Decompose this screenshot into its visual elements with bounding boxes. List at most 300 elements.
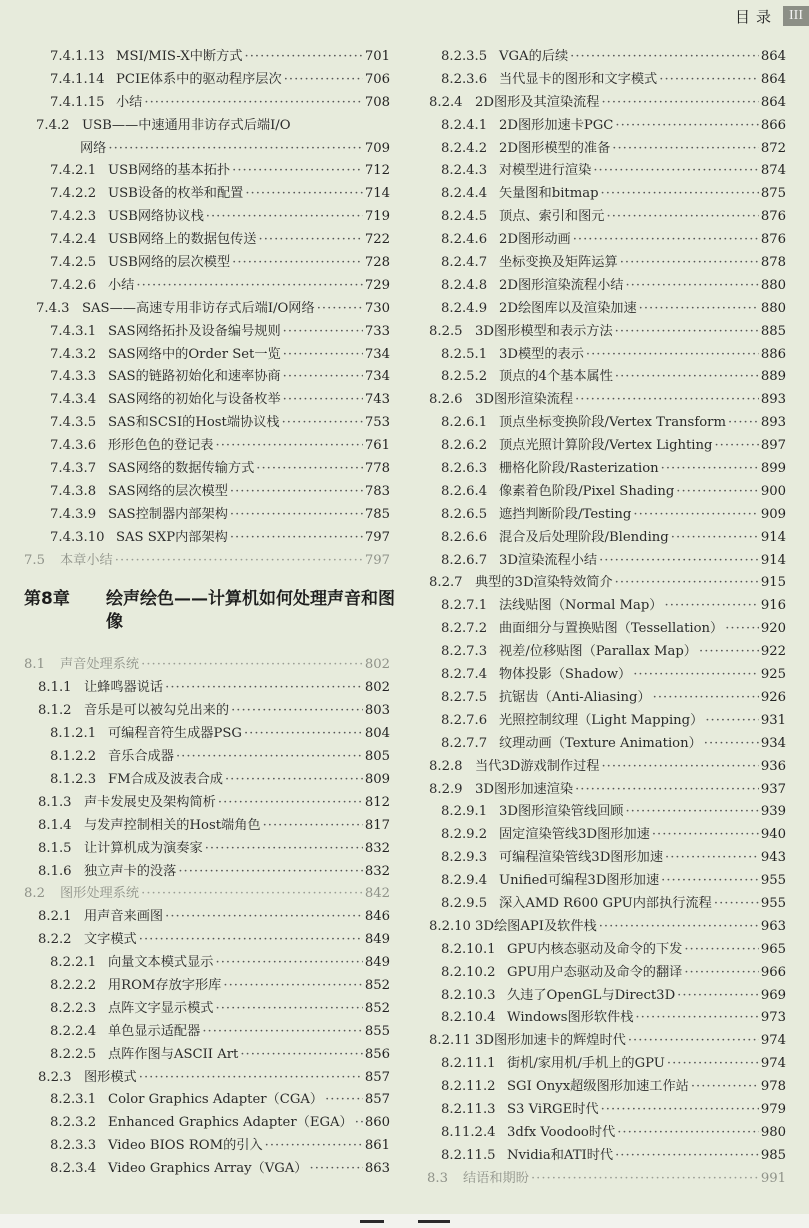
toc-leader-dots	[620, 252, 759, 275]
toc-entry-page: 914	[760, 529, 786, 545]
toc-entry-title: SAS和SCSI的Host端协议栈	[108, 415, 280, 431]
toc-leader-dots	[677, 985, 759, 1008]
toc-leader-dots	[714, 435, 758, 458]
toc-leader-dots	[230, 527, 363, 550]
toc-entry-title: PCIE体系中的驱动程序层次	[116, 71, 282, 87]
toc-entry-number: 8.2	[24, 886, 45, 902]
toc-entry-title: 抗锯齿（Anti-Aliasing）	[499, 689, 651, 705]
toc-entry-page: 730	[364, 300, 390, 316]
toc-entry-number: 8.2.3.4	[50, 1161, 97, 1177]
toc-entry-number: 8.2.4.5	[441, 209, 488, 225]
toc-entry[interactable]	[427, 504, 786, 527]
toc-entry-title: Windows图形软件栈	[507, 1010, 634, 1026]
toc-entry[interactable]	[24, 700, 390, 723]
toc-entry-number: 8.2.11.3	[441, 1101, 496, 1117]
toc-entry[interactable]	[427, 687, 786, 710]
toc-entry[interactable]	[427, 824, 786, 847]
toc-entry-number: 7.4.2	[36, 117, 70, 133]
toc-entry-page: 931	[760, 712, 786, 728]
toc-leader-dots	[601, 756, 758, 779]
toc-entry[interactable]	[427, 115, 786, 138]
toc-entry-number: 8.2.5.2	[441, 369, 488, 385]
toc-entry-page: 783	[364, 483, 390, 499]
toc-entry[interactable]	[24, 1067, 390, 1090]
toc-leader-dots	[728, 412, 759, 435]
toc-leader-dots	[205, 838, 363, 861]
toc-entry[interactable]	[427, 435, 786, 458]
toc-entry[interactable]	[24, 458, 390, 481]
toc-entry[interactable]	[24, 838, 390, 861]
toc-entry-page: 872	[760, 140, 786, 156]
toc-leader-dots	[635, 1007, 758, 1030]
toc-entry-title: 本章小结	[60, 552, 113, 568]
toc-leader-dots	[216, 952, 363, 975]
running-head-title: 目录	[734, 7, 777, 26]
toc-entry[interactable]	[427, 1122, 786, 1145]
toc-entry[interactable]	[427, 847, 786, 870]
toc-entry[interactable]	[24, 115, 390, 138]
toc-entry-page: 734	[364, 346, 390, 362]
toc-left-column	[24, 46, 395, 1181]
toc-leader-dots	[165, 677, 363, 700]
toc-entry[interactable]	[427, 664, 786, 687]
toc-leader-dots	[115, 550, 363, 573]
toc-entry[interactable]	[427, 733, 786, 756]
toc-leader-dots	[615, 115, 758, 138]
toc-entry-page: 922	[760, 644, 786, 660]
toc-entry-title: 物体投影（Shadow）	[499, 667, 632, 683]
toc-entry[interactable]	[24, 160, 390, 183]
toc-entry-number: 8.2.3.3	[50, 1138, 97, 1154]
toc-leader-dots	[667, 1053, 759, 1076]
toc-leader-dots	[691, 1076, 759, 1099]
toc-entry[interactable]	[24, 252, 390, 275]
toc-entry-number: 8.2.10	[429, 918, 471, 934]
toc-entry-number: 8.2.4.6	[441, 232, 488, 248]
toc-entry-page: 852	[364, 1000, 390, 1016]
toc-entry-title: 音乐合成器	[108, 749, 174, 765]
toc-entry-title: 与发声控制相关的Host端角色	[84, 817, 261, 833]
toc-leader-dots	[699, 641, 759, 664]
toc-entry-title: 小结	[108, 277, 135, 293]
toc-entry-number: 8.11.2.4	[441, 1124, 496, 1140]
toc-entry[interactable]	[24, 975, 390, 998]
toc-entry-page: 900	[760, 483, 786, 499]
toc-entry[interactable]	[427, 756, 786, 779]
toc-entry-title: 3D绘图API及软件栈	[475, 918, 597, 934]
toc-entry-title: Color Graphics Adapter（CGA）	[108, 1092, 324, 1108]
toc-entry[interactable]	[24, 435, 390, 458]
toc-entry-number: 8.3	[427, 1170, 448, 1186]
toc-entry-number: 7.4.3.5	[50, 415, 97, 431]
toc-leader-dots	[325, 1089, 363, 1112]
toc-entry-title: 点阵文字显示模式	[108, 1000, 214, 1016]
toc-entry[interactable]	[427, 1168, 786, 1191]
toc-entry[interactable]	[427, 344, 786, 367]
toc-entry-page: 875	[760, 186, 786, 202]
toc-entry-number: 7.4.2.6	[50, 277, 97, 293]
toc-entry-title: 用ROM存放字形库	[108, 977, 222, 993]
toc-entry[interactable]	[24, 298, 390, 321]
toc-entry[interactable]	[427, 710, 786, 733]
toc-entry-number: 8.2.4.7	[441, 255, 488, 271]
toc-entry[interactable]	[24, 46, 390, 69]
toc-leader-dots	[652, 824, 759, 847]
toc-entry-number: 8.1.6	[38, 863, 72, 879]
toc-entry-title: USB网络的基本拓扑	[108, 163, 231, 179]
toc-entry-page: 849	[364, 932, 390, 948]
toc-entry-page: 855	[364, 1023, 390, 1039]
toc-entry[interactable]	[24, 952, 390, 975]
toc-entry[interactable]	[24, 906, 390, 929]
toc-entry-title: 让计算机成为演奏家	[84, 840, 203, 856]
toc-entry-title: 网络	[80, 140, 107, 156]
toc-entry-title: USB——中速通用非访存式后端I/O	[82, 117, 291, 133]
toc-entry-page: 849	[364, 955, 390, 971]
toc-entry[interactable]	[427, 893, 786, 916]
scan-mark	[418, 1220, 450, 1223]
toc-entry-page: 761	[364, 438, 390, 454]
toc-entry[interactable]	[24, 504, 390, 527]
toc-leader-dots	[684, 962, 758, 985]
toc-entry-page: 915	[760, 575, 786, 591]
toc-entry-number: 8.2.7.6	[441, 712, 488, 728]
toc-leader-dots	[676, 481, 759, 504]
toc-entry-number: 7.4.1.15	[50, 94, 105, 110]
toc-entry-number: 8.2.5	[429, 323, 463, 339]
toc-entry[interactable]	[24, 481, 390, 504]
toc-entry[interactable]	[427, 92, 786, 115]
toc-leader-dots	[599, 916, 759, 939]
toc-entry[interactable]	[24, 69, 390, 92]
toc-leader-dots	[625, 275, 758, 298]
toc-entry-number: 7.4.3.10	[50, 529, 105, 545]
toc-entry-number: 8.2.4.4	[441, 186, 488, 202]
toc-leader-dots	[216, 435, 363, 458]
toc-entry-number: 7.4.3.8	[50, 483, 97, 499]
toc-entry[interactable]	[24, 1112, 390, 1135]
scan-mark	[360, 1220, 384, 1223]
toc-entry-page: 714	[364, 186, 390, 202]
toc-entry-title: 可编程渲染管线3D图形加速	[499, 850, 664, 866]
toc-entry[interactable]	[24, 654, 390, 677]
toc-entry-page: 885	[760, 323, 786, 339]
toc-leader-dots	[575, 779, 759, 802]
toc-entry[interactable]	[24, 929, 390, 952]
toc-entry[interactable]	[24, 1044, 390, 1067]
toc-entry-title: SAS控制器内部架构	[108, 506, 228, 522]
toc-entry-page: 860	[364, 1115, 390, 1131]
toc-entry[interactable]	[427, 298, 786, 321]
toc-entry-number: 8.2.6.5	[441, 506, 488, 522]
toc-leader-dots	[265, 1135, 363, 1158]
toc-entry[interactable]	[427, 779, 786, 802]
toc-entry[interactable]	[24, 1021, 390, 1044]
toc-entry-page: 797	[364, 552, 390, 568]
toc-entry[interactable]	[427, 160, 786, 183]
toc-entry-title: 单色显示适配器	[108, 1023, 201, 1039]
toc-leader-dots	[136, 275, 362, 298]
toc-entry-page: 991	[760, 1170, 786, 1186]
toc-entry-page: 978	[760, 1079, 786, 1095]
toc-entry[interactable]	[427, 183, 786, 206]
toc-entry[interactable]	[24, 92, 390, 115]
toc-entry-number: 8.1.2.3	[50, 771, 97, 787]
toc-leader-dots	[232, 160, 363, 183]
toc-entry[interactable]	[427, 527, 786, 550]
toc-entry[interactable]	[24, 366, 390, 389]
toc-entry-title: Enhanced Graphics Adapter（EGA）	[108, 1115, 353, 1131]
toc-leader-dots	[661, 458, 759, 481]
toc-entry[interactable]	[427, 46, 786, 69]
toc-leader-dots	[633, 664, 759, 687]
toc-entry[interactable]	[24, 1135, 390, 1158]
toc-leader-dots	[139, 929, 363, 952]
toc-entry-page: 861	[364, 1138, 390, 1154]
toc-entry-number: 8.2.2.2	[50, 977, 97, 993]
toc-entry-page: 980	[760, 1124, 786, 1140]
toc-entry[interactable]	[427, 618, 786, 641]
toc-entry-page: 974	[760, 1033, 786, 1049]
toc-leader-dots	[607, 206, 759, 229]
toc-entry-number: 8.2.10.1	[441, 941, 496, 957]
toc-entry-page: 914	[760, 552, 786, 568]
toc-entry-page: 846	[364, 909, 390, 925]
toc-entry[interactable]	[427, 1053, 786, 1076]
toc-entry[interactable]	[427, 366, 786, 389]
toc-entry[interactable]	[427, 939, 786, 962]
toc-entry[interactable]	[24, 321, 390, 344]
toc-entry-title: 对模型进行渲染	[499, 163, 592, 179]
toc-entry-page: 943	[760, 850, 786, 866]
toc-leader-dots	[653, 687, 759, 710]
toc-entry[interactable]	[24, 275, 390, 298]
toc-entry[interactable]	[427, 69, 786, 92]
toc-leader-dots	[206, 206, 363, 229]
toc-entry[interactable]	[427, 206, 786, 229]
toc-entry-page: 804	[364, 726, 390, 742]
toc-entry-title: USB设备的枚举和配置	[108, 186, 244, 202]
toc-entry-title: 栅格化阶段/Rasterization	[499, 461, 659, 477]
toc-entry-page: 817	[364, 817, 390, 833]
toc-entry-page: 889	[760, 369, 786, 385]
toc-entry-page: 876	[760, 232, 786, 248]
toc-entry-title: 音乐是可以被勾兑出来的	[84, 703, 230, 719]
toc-entry[interactable]	[427, 641, 786, 664]
toc-leader-dots	[601, 1099, 759, 1122]
toc-entry[interactable]	[427, 412, 786, 435]
toc-entry[interactable]	[427, 481, 786, 504]
toc-entry-page: 974	[760, 1056, 786, 1072]
toc-entry-page: 920	[760, 621, 786, 637]
toc-entry[interactable]	[24, 792, 390, 815]
toc-entry[interactable]	[24, 861, 390, 884]
toc-entry[interactable]	[24, 412, 390, 435]
toc-entry[interactable]	[427, 916, 786, 939]
toc-entry[interactable]	[24, 138, 390, 161]
toc-entry-number: 8.2.7.5	[441, 689, 488, 705]
toc-entry[interactable]	[427, 138, 786, 161]
toc-entry-title: SAS SXP内部架构	[116, 529, 228, 545]
toc-entry-page: 743	[364, 392, 390, 408]
toc-entry-number: 8.2.9.5	[441, 895, 488, 911]
toc-entry-number: 8.2.7.1	[441, 598, 488, 614]
toc-entry-page: 874	[760, 163, 786, 179]
toc-entry[interactable]	[24, 344, 390, 367]
toc-leader-dots	[165, 906, 363, 929]
toc-entry[interactable]	[24, 815, 390, 838]
toc-entry-title: Video Graphics Array（VGA）	[108, 1161, 308, 1177]
toc-entry-title: Unified可编程3D图形加速	[499, 873, 660, 889]
toc-entry-page: 863	[364, 1161, 390, 1177]
toc-entry-title: 2D绘图库以及渲染加速	[499, 300, 637, 316]
toc-entry-title: 法线贴图（Normal Map）	[499, 598, 663, 614]
toc-leader-dots	[625, 801, 758, 824]
toc-entry-title: USB网络上的数据包传送	[108, 232, 257, 248]
toc-entry-title: 顶点、索引和图元	[499, 209, 605, 225]
toc-entry-title: FM合成及波表合成	[108, 771, 223, 787]
toc-entry[interactable]	[24, 746, 390, 769]
toc-entry-number: 8.1.2.2	[50, 749, 97, 765]
toc-entry-number: 8.2.9	[429, 781, 463, 797]
toc-entry-number: 7.4.1.14	[50, 71, 105, 87]
toc-entry-title: 独立声卡的没落	[84, 863, 177, 879]
toc-entry-title: 遮挡判断阶段/Testing	[499, 506, 632, 522]
toc-entry[interactable]	[24, 183, 390, 206]
toc-entry[interactable]	[427, 572, 786, 595]
toc-entry[interactable]	[427, 1030, 786, 1053]
toc-leader-dots	[671, 527, 759, 550]
toc-entry[interactable]	[24, 883, 390, 906]
toc-entry-title: 图形处理系统	[60, 886, 140, 902]
toc-leader-dots	[633, 504, 758, 527]
toc-entry[interactable]	[427, 321, 786, 344]
toc-entry[interactable]	[427, 252, 786, 275]
toc-entry-title: GPU用户态驱动及命令的翻译	[507, 964, 683, 980]
toc-entry-number: 8.2.6.6	[441, 529, 488, 545]
toc-entry-page: 722	[364, 232, 390, 248]
toc-entry-number: 8.2.1	[38, 909, 72, 925]
toc-entry[interactable]	[24, 769, 390, 792]
toc-leader-dots	[612, 138, 759, 161]
toc-entry[interactable]	[427, 1007, 786, 1030]
toc-leader-dots	[317, 298, 363, 321]
toc-entry[interactable]	[24, 1158, 390, 1181]
toc-leader-dots	[593, 160, 759, 183]
toc-entry[interactable]	[427, 1145, 786, 1168]
toc-entry-page: 864	[760, 94, 786, 110]
toc-entry-title: Video BIOS ROM的引入	[108, 1138, 263, 1154]
toc-entry[interactable]	[427, 275, 786, 298]
toc-entry-number: 7.4.3.6	[50, 438, 97, 454]
toc-entry-title: 2D图形模型的准备	[499, 140, 611, 156]
toc-leader-dots	[202, 1021, 363, 1044]
toc-entry[interactable]	[24, 389, 390, 412]
toc-entry-page: 812	[364, 794, 390, 810]
toc-leader-dots	[245, 46, 363, 69]
toc-entry-number: 8.2.4.3	[441, 163, 488, 179]
toc-entry-page: 729	[364, 277, 390, 293]
toc-entry[interactable]	[427, 229, 786, 252]
toc-entry[interactable]	[24, 229, 390, 252]
toc-entry[interactable]	[24, 677, 390, 700]
toc-entry-title: 图形模式	[84, 1069, 137, 1085]
toc-entry-page: 909	[760, 506, 786, 522]
toc-leader-dots	[586, 344, 759, 367]
toc-leader-dots	[628, 1030, 759, 1053]
toc-entry[interactable]	[24, 998, 390, 1021]
toc-entry[interactable]	[427, 801, 786, 824]
toc-entry-title: 久违了OpenGL与Direct3D	[507, 987, 676, 1003]
toc-entry[interactable]	[427, 1076, 786, 1099]
toc-leader-dots	[283, 344, 363, 367]
toc-entry-page: 832	[364, 840, 390, 856]
toc-leader-dots	[615, 321, 759, 344]
toc-entry[interactable]	[427, 458, 786, 481]
toc-entry[interactable]	[427, 870, 786, 893]
toc-entry-number: 8.2.6.7	[441, 552, 488, 568]
toc-entry-number: 8.2.3	[38, 1069, 72, 1085]
toc-entry-page: 805	[364, 749, 390, 765]
toc-entry-page: 857	[364, 1092, 390, 1108]
toc-leader-dots	[244, 723, 363, 746]
toc-entry-number: 8.2.2.5	[50, 1046, 97, 1062]
toc-entry-page: 797	[364, 529, 390, 545]
toc-entry-page: 878	[760, 255, 786, 271]
toc-entry[interactable]	[427, 550, 786, 573]
toc-entry-page: 802	[364, 657, 390, 673]
toc-entry-page: 803	[364, 703, 390, 719]
toc-entry[interactable]	[24, 1089, 390, 1112]
toc-entry-number: 8.2.9.4	[441, 873, 488, 889]
toc-entry[interactable]	[24, 206, 390, 229]
toc-entry-title: SAS网络的层次模型	[108, 483, 228, 499]
toc-entry-title: 点阵作图与ASCII Art	[108, 1046, 239, 1062]
toc-leader-dots	[256, 458, 363, 481]
toc-entry[interactable]	[24, 527, 390, 550]
toc-entry-number: 7.4.2.5	[50, 255, 97, 271]
toc-entry-title: 视差/位移贴图（Parallax Map）	[499, 644, 697, 660]
toc-entry[interactable]	[427, 985, 786, 1008]
toc-entry-title: SAS网络的初始化与设备枚举	[108, 392, 281, 408]
toc-entry-title: 小结	[116, 94, 143, 110]
toc-entry-number: 8.2.5.1	[441, 346, 488, 362]
toc-entry[interactable]	[427, 1099, 786, 1122]
toc-entry-number: 8.2.6.3	[441, 461, 488, 477]
toc-entry[interactable]	[427, 389, 786, 412]
toc-entry-page: 734	[364, 369, 390, 385]
toc-entry-title: MSI/MIS-X中断方式	[116, 49, 243, 64]
toc-entry-number: 8.1.5	[38, 840, 72, 856]
toc-entry-page: 880	[760, 277, 786, 293]
toc-entry[interactable]	[427, 595, 786, 618]
toc-entry-title: 2D图形动画	[499, 232, 571, 248]
toc-entry-number: 8.2.2.3	[50, 1000, 97, 1016]
toc-entry-title: 光照控制纹理（Light Mapping）	[499, 712, 704, 728]
toc-entry[interactable]	[24, 723, 390, 746]
toc-entry-title: 2D图形及其渲染流程	[475, 94, 600, 110]
toc-leader-dots	[684, 939, 758, 962]
toc-leader-dots	[240, 1044, 363, 1067]
toc-leader-dots	[601, 92, 758, 115]
toc-entry[interactable]	[24, 550, 390, 573]
toc-entry[interactable]	[427, 962, 786, 985]
toc-entry-number: 7.4.2.2	[50, 186, 97, 202]
toc-entry-number: 8.2.4.1	[441, 117, 488, 133]
chapter-title: 绘声绘色——计算机如何处理声音和图像	[106, 589, 395, 633]
toc-entry-page: 937	[760, 781, 786, 797]
toc-entry-page: 864	[760, 49, 786, 64]
